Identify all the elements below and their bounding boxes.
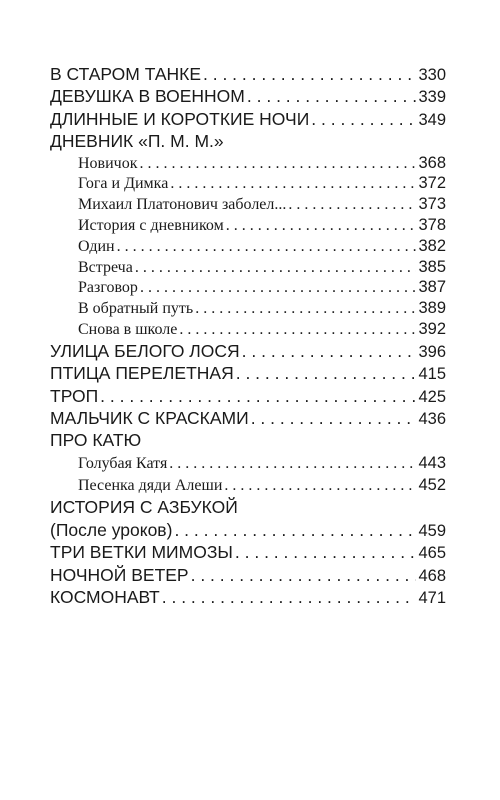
dot-leader <box>288 195 416 216</box>
dot-leader <box>203 63 416 85</box>
toc-entry-title: Один <box>78 237 115 255</box>
toc-entry-title: ДЕВУШКА В ВОЕННОМ <box>50 86 245 107</box>
toc-entry-title: В СТАРОМ ТАНКЕ <box>50 64 201 84</box>
dot-leader <box>179 320 416 341</box>
dot-leader <box>242 340 417 362</box>
toc-entry-ptitsa-pereletnaya[interactable] <box>50 362 446 384</box>
toc-entry-title: Гога и Димка <box>78 175 169 193</box>
toc-entry-page: 425 <box>418 387 446 406</box>
toc-entry-mikhail-platonovich[interactable] <box>50 194 446 215</box>
dot-leader <box>100 385 416 407</box>
toc-entry-page: 368 <box>418 153 446 172</box>
toc-section-pro-katyu <box>50 429 446 451</box>
toc-entry-snova-v-shkole[interactable] <box>50 319 446 340</box>
toc-entry-page: 339 <box>418 88 446 107</box>
toc-entry-trop[interactable] <box>50 385 446 407</box>
toc-entry-title: История с дневником <box>78 216 224 234</box>
table-of-contents <box>50 63 446 608</box>
toc-entry-page: 452 <box>418 476 446 495</box>
dot-leader <box>170 174 416 195</box>
toc-entry-razgovor[interactable] <box>50 277 446 298</box>
toc-section-dnevnik <box>50 130 446 152</box>
toc-entry-page: 415 <box>418 365 446 384</box>
toc-entry-page: 389 <box>418 299 446 318</box>
toc-entry-title: Михаил Платонович заболел... <box>78 196 287 214</box>
toc-entry-page: 349 <box>418 110 446 129</box>
toc-entry-title: Песенка дяди Алеши <box>78 477 223 495</box>
toc-entry-istoriya-s-dnevnikom[interactable] <box>50 215 446 236</box>
dot-leader <box>235 541 417 563</box>
toc-entry-title: Снова в школе <box>78 320 178 338</box>
toc-entry-page: 459 <box>418 521 446 540</box>
toc-entry-title: КОСМОНАВТ <box>50 587 160 608</box>
toc-entry-title: МАЛЬЧИК С КРАСКАМИ <box>50 407 249 428</box>
toc-entry-odin[interactable] <box>50 236 446 257</box>
toc-entry-title: Разговор <box>78 279 138 297</box>
toc-entry-v-starom-tanke[interactable] <box>50 63 446 85</box>
toc-entry-dlinnye-nochi[interactable] <box>50 108 446 130</box>
toc-entry-pesenka-dyadi-aleshi[interactable] <box>50 474 446 496</box>
dot-leader <box>195 299 416 320</box>
dot-leader <box>251 407 417 429</box>
dot-leader <box>169 453 416 475</box>
toc-entry-page: 382 <box>418 236 446 255</box>
dot-leader <box>162 586 417 608</box>
toc-entry-malchik-s-kraskami[interactable] <box>50 407 446 429</box>
toc-entry-page: 471 <box>418 589 446 608</box>
toc-entry-page: 373 <box>418 195 446 214</box>
toc-section-title: ИСТОРИЯ С АЗБУКОЙ <box>50 497 238 518</box>
toc-entry-title: УЛИЦА БЕЛОГО ЛОСЯ <box>50 340 240 361</box>
toc-section-istoriya-s-azbukoi <box>50 496 446 518</box>
toc-entry-page: 443 <box>418 453 446 472</box>
dot-leader <box>174 519 416 541</box>
toc-section-title: ПРО КАТЮ <box>50 430 142 451</box>
toc-entry-page: 392 <box>418 319 446 338</box>
toc-entry-page: 465 <box>418 544 446 563</box>
toc-entry-novichok[interactable] <box>50 153 446 174</box>
toc-entry-posle-urokov[interactable] <box>50 519 446 541</box>
dot-leader <box>226 216 417 237</box>
dot-leader <box>247 85 417 107</box>
toc-entry-ulitsa-belogo-losya[interactable] <box>50 340 446 362</box>
toc-entry-title: ДЛИННЫЕ И КОРОТКИЕ НОЧИ <box>50 108 310 129</box>
dot-leader <box>117 237 417 258</box>
toc-entry-title: Новичок <box>78 154 138 172</box>
dot-leader <box>224 475 416 497</box>
toc-entry-page: 378 <box>418 215 446 234</box>
toc-entry-page: 387 <box>418 278 446 297</box>
dot-leader <box>191 564 417 586</box>
toc-entry-title: Голубая Катя <box>78 454 168 472</box>
toc-entry-page: 436 <box>418 409 446 428</box>
toc-entry-golubaya-katya[interactable] <box>50 452 446 474</box>
toc-entry-title: НОЧНОЙ ВЕТЕР <box>50 564 189 585</box>
toc-entry-title: ТРОП <box>50 385 99 406</box>
toc-entry-nochnoi-veter[interactable] <box>50 564 446 586</box>
toc-entry-tri-vetki-mimozy[interactable] <box>50 541 446 563</box>
dot-leader <box>140 278 417 299</box>
toc-entry-vstrecha[interactable] <box>50 257 446 278</box>
dot-leader <box>140 154 417 175</box>
toc-entry-page: 468 <box>418 566 446 585</box>
toc-entry-title: Встреча <box>78 258 133 276</box>
toc-entry-title: В обратный путь <box>78 300 194 318</box>
toc-entry-title: ТРИ ВЕТКИ МИМОЗЫ <box>50 542 233 563</box>
toc-entry-devushka-v-voennom[interactable] <box>50 85 446 107</box>
toc-section-title: ДНЕВНИК «П. М. М.» <box>50 131 224 152</box>
toc-entry-page: 372 <box>418 174 446 193</box>
toc-entry-goga-i-dimka[interactable] <box>50 173 446 194</box>
toc-entry-title: ПТИЦА ПЕРЕЛЕТНАЯ <box>50 363 234 384</box>
toc-entry-page: 330 <box>418 66 446 84</box>
dot-leader <box>135 258 417 279</box>
dot-leader <box>311 108 416 130</box>
toc-entry-title: (После уроков) <box>50 519 173 540</box>
dot-leader <box>236 362 417 384</box>
toc-entry-page: 396 <box>418 342 446 361</box>
toc-entry-kosmonavt[interactable] <box>50 586 446 608</box>
toc-entry-v-obratnyi-put[interactable] <box>50 298 446 319</box>
toc-entry-page: 385 <box>418 257 446 276</box>
